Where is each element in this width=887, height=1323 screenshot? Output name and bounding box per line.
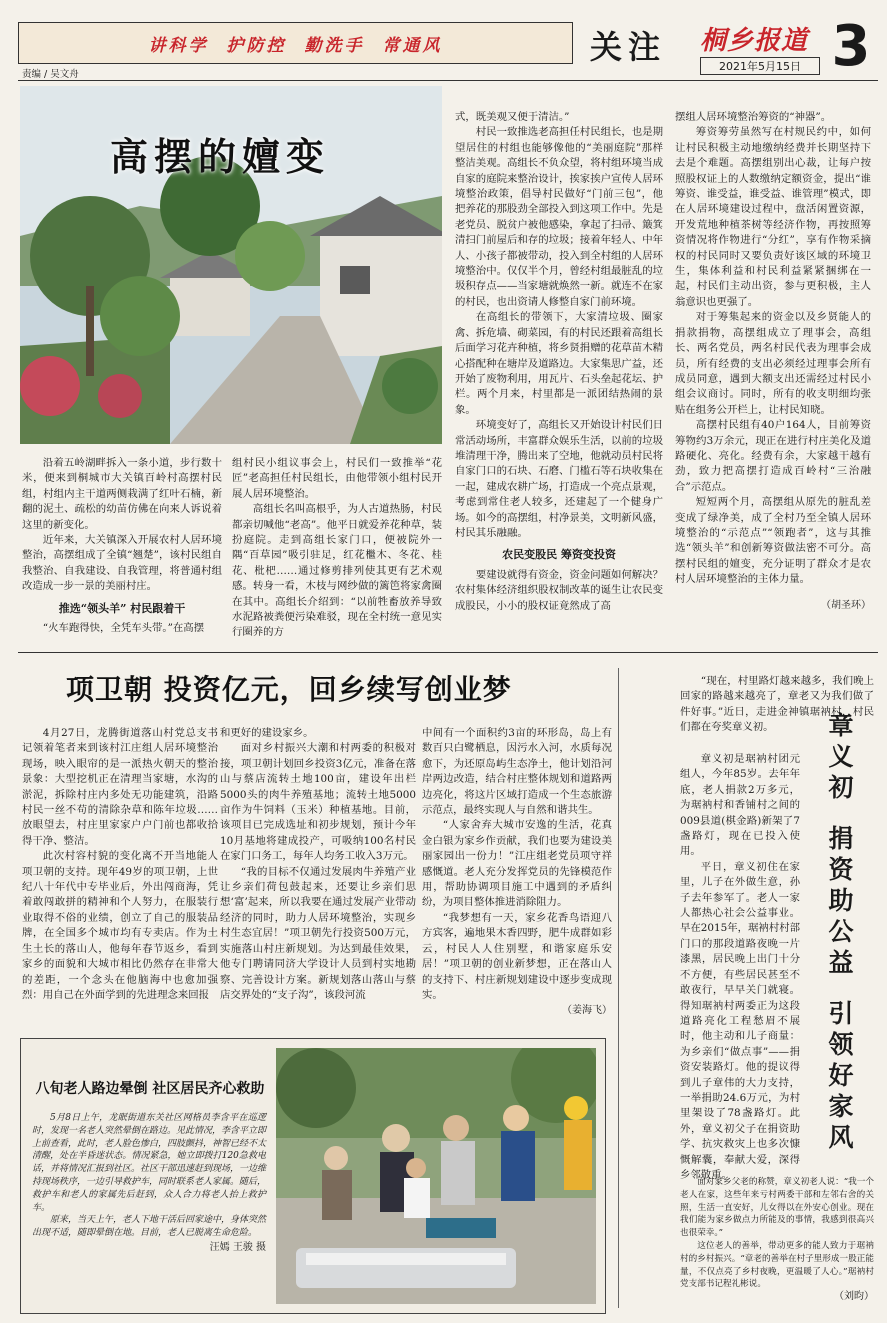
article1-col2 bbox=[232, 456, 442, 641]
photo-credit: 汪嫣 王骏 摄 bbox=[209, 1241, 266, 1253]
paragraph: 环境变好了，高组长又开始设计村民们日常活动场所，丰富群众娱乐生活，以前的垃圾堆清理干净，腾出来了空地，他就动员村民将自家门口的石块、石磨、门槛石等石块收集在一起，建成农耕广场，打造成一个亮点景观，考虑到常住老人较多，还建起了一个健身广场。如今的高摆组，村净景美，文明新风盛，村民其乐融融。 bbox=[455, 419, 663, 539]
paragraph: 筹资筹劳虽然写在村规民约中，如何让村民积极主动地缴纳经费并长期坚持下去是个难题。高摆组别出心裁，让每户按照股权证上的人数缴纳定额资金，提出“谁筹资、谁受益，谁受益、谁管理”模式，即在人居环境建设过程中，盘活闲置资源，开发荒地种植茶树等经济作物，再按照筹资情况将作物进行“分红”，享有作物采摘权的村民同时又要负责好该区域的环境卫生，集体利益和村民利益紧紧捆绑在一起，村民们主动出资，参与更积极，主人翁意识也更强了。 bbox=[675, 126, 871, 308]
paragraph: 对于筹集起来的资金以及乡贤能人的捐款捐物，高摆组成立了理事会，高组长、两名党员，两名村民代表为理事会成员，所有经费的支出必须经过理事会所有成员同意，遇到大额支出还需经过村民小组会议商讨。同时，所有的收支明细均张贴在组务公开栏上，让村民知晓。 bbox=[675, 311, 871, 416]
paragraph: 在高组长的带领下，大家清垃圾、圈家禽、拆危墙、砌菜园，有的村民还跟着高组长后面学习花卉种植，将乡贤捐赠的花草苗木精心搭配种在塘岸及道路边。大家集思广益，还开始了废物利用，用瓦片、石头垒起花坛、护栏。两个月来，村里都是一派团结热闹的景象。 bbox=[455, 311, 663, 416]
paragraph: 这位老人的善举，带动更多的能人致力于琚衲村的乡村振兴。“章老的善举在村子里形成一股正能量，不仅点亮了乡村夜晚，更温暖了人心。”琚衲村党支部书记程礼彬说。 bbox=[680, 1240, 874, 1290]
article4-body bbox=[32, 1112, 266, 1255]
article4-title: 八旬老人路边晕倒 社区居民齐心救助 bbox=[35, 1081, 265, 1097]
header-slogan-banner bbox=[18, 22, 573, 64]
paragraph: “现在，村里路灯越来越多，我们晚上回家的路越来越亮了，章老又为我们做了件好事。”近日，走进金神镇琚衲村，村民们都在夸奖章义初。 bbox=[680, 675, 874, 734]
paragraph: 高摆村民组有40户164人，目前筹资筹物约3万余元，现正在进行村庄美化及道路硬化、亮化。经费有余，大家越干越有劲，致力把高摆打造成百岭村“三治融合”示范点。 bbox=[675, 419, 871, 493]
header-rule bbox=[18, 80, 878, 81]
paragraph: “我的目标不仅通过发展肉牛养殖产业让乡亲们荷包鼓起来，还要让乡亲们思想‘富’起来，所以我要在通过发展产业带动经济的同时，助力人居环境整治，实现乡村生态宜居！”项卫朝先行投资500万元，实施落山村庄新规划。为达到最佳效果，他专门聘请同济大学设计人员到村实地勘察、完善设计方案。新规划落山落山与蔡店交界处的“支子沟”，该段河流 bbox=[220, 865, 416, 1001]
byline: （姜海飞） bbox=[562, 1005, 612, 1017]
paragraph: 面对家乡父老的称赞，章义初老人说：“我一个老人在家，这些年来亏村两委干部和左邻右舍的关照，生活一直安好，儿女得以在外安心创业。现在我们能为家乡做点力所能及的事情，我感到很高兴也很荣幸。” bbox=[680, 1177, 874, 1239]
masthead-logo: 桐乡报道 bbox=[700, 26, 809, 56]
paragraph: 摆组人居环境整治筹资的“神器”。 bbox=[675, 111, 832, 123]
paragraph: 此次村容村貌的变化离不开当地能人项卫朝的支持。现年49岁的项卫朝，上世纪八十年代中专毕业后，外出闯商海，凭着敢闯敢拼的精神和个人努力，在服装行业取得不俗的业绩，创立了自己的服装品牌，在全国多个城市均有专卖店。作为土生土长的落山人，他每年春节返乡，看到家乡的面貌和大城市相比仍然存在非常大的差距，一个念头在他脑海中也愈加强烈：用自己在外面学到的先进理念来回报 bbox=[22, 850, 218, 1001]
article2-title: 项卫朝 投资亿元，回乡续写创业梦 bbox=[66, 673, 512, 706]
paragraph: 面对乡村振兴大潮和村两委的积极对接，项卫朝计划回乡投资3亿元，准备在落山与蔡店流转土地100亩，建设年出栏5000头的肉牛养殖基地；流转土地5000亩作为牛饲料（玉米）种植基地。目前，该项目已完成选址和初步规划，预计今年10月基地将建成投产，可吸纳100名村民在家门口务工，每年人均务工收入3万元。 bbox=[220, 742, 416, 863]
slogan-2: 护防控 bbox=[226, 35, 287, 56]
article2-col3 bbox=[422, 726, 612, 1019]
paragraph: 和更好的建设家乡。 bbox=[220, 727, 314, 739]
page-number: 3 bbox=[831, 14, 871, 79]
paragraph: “人家舍弃大城市安逸的生活，花真金白银为家乡作贡献，我们也要为建设美丽家园出一份力！”江庄组老党员项守祥感慨道。老人充分发挥党员的先锋模范作用，帮助协调项目施工中遇到的矛盾纠纷，为项目整体推进消除阻力。 bbox=[422, 819, 612, 909]
article3-bottom bbox=[680, 1176, 874, 1304]
article1-title: 高摆的嬗变 bbox=[110, 134, 331, 179]
article1-col1 bbox=[22, 456, 222, 636]
paragraph: “火车跑得快，全凭车头带。”在高摆 bbox=[42, 622, 205, 635]
article2-col1 bbox=[22, 726, 218, 1003]
article2-col-rule bbox=[618, 668, 619, 1308]
paragraph: 中间有一个面积约3亩的环形岛，岛上有数百只白鹭栖息，因污水入河，水质每况愈下，为还原岛屿生态净土，他计划沿河岸两边改造，结合村庄整体规划和道路两边亮化，将这片区域打造成一个生态旅游示范点，最终实现人与自然和谐共生。 bbox=[422, 727, 612, 817]
paragraph: 式，既美观又便于清洁。” bbox=[455, 111, 570, 123]
editor-credit: 责编 / 吴文舟 bbox=[22, 69, 79, 80]
byline: （刘昀） bbox=[834, 1291, 874, 1303]
title-line-3: 引领好家风 bbox=[825, 1000, 854, 1155]
paragraph: 高组长名叫高根乎，为人古道热肠，村民都亲切喊他“老高”。他平日就爱养花种草，装扮庭院。走到高组长家门口，便被院外一隅“百草园”吸引驻足，红花檵木、冬花、桂花、枇杷……通过修剪排列使其更有艺术观感。转身一看，木枝与网纱做的篱笆将家禽圈在其中。高组长介绍到：“以前牲畜放养导致水泥路被粪便污染难驳，现在全村统一意见实行圈养的方 bbox=[232, 503, 442, 639]
article3-title bbox=[808, 712, 870, 1155]
issue-date: 2021年5月15日 bbox=[700, 57, 820, 75]
article3-left-col bbox=[680, 752, 800, 1183]
paragraph: 村民一致推选老高担任村民组长，也是期望居住的村组也能够像他的“美丽庭院”那样整洁美观。高组长不负众望，将村组环境当成自家的庭院来整治设计，挨家挨户宣传人居环境整治政策，倡导村民做好“门前三包”，他把养花的那股劲全部投入到这项工作中。先是老党员、脱贫户被他感染，拿起了扫帚、簸箕清扫门前屋后和存的垃圾；接着年轻人、中年人、小孩子都被带动，投入到全村组的人居环境整治中。仅仅半个月，曾经村组最脏乱的垃圾积存点——当家塘就焕然一新。就连不在家的村民，也出资请人修整自家门前环境。 bbox=[455, 126, 663, 308]
section-divider bbox=[18, 652, 878, 653]
paragraph: 要建设就得有资金，资金问题如何解决？农村集体经济组织股权制改革的诞生让农民变成股民，小小的股权证竟然成了高 bbox=[455, 568, 663, 612]
article1-col4 bbox=[675, 110, 871, 613]
paragraph: “我梦想有一天，家乡花香鸟语迎八方宾客，遍地果木香四野，肥牛成群如彩云，村民人人住别墅，和谐家庭乐安居！”项卫朝的创业新梦想，正在落山人的支持下、村庄新规划建设中逐步变成现实。 bbox=[422, 911, 612, 1001]
paragraph: 近年来，大关镇深入开展农村人居环境整治，高摆组成了全镇“翘楚”，该村民组自我整治、自我建设、自我管理，将普通村组改造成一步一景的美丽村庄。 bbox=[22, 534, 222, 593]
paragraph: 原来，当天上午，老人下地干活后回家途中，身体突然出现不适，随即晕倒在地。目前，老人已脱离生命危险。 bbox=[32, 1215, 267, 1239]
article2-col2 bbox=[220, 726, 416, 1003]
paragraph: 平日，章义初住在家里，儿子在外做生意，孙子去年参军了。老人一家人都热心社会公益事业。早在2015年，琚衲村村部门口的那段道路夜晚一片漆黑，居民晚上出门十分不方便，有些居民甚至不敢夜行，早早关门就寝。得知琚衲村两委正为这段道路亮化工程愁眉不展时，他主动和儿子商量：为乡亲们“做点事”——捐资安装路灯。他的提议得到儿子章伟的大力支持，一举捐助24.6万元，为村里架设了78盏路灯。此外，章义初父子在捐资助学、抗灾救灾上也多次慷慨解囊，奉献大爱，深得乡邻敬重。 bbox=[680, 860, 800, 1181]
paragraph: 5月8日上午，龙眠街道东关社区网格员李含平在巡逻时，发现一名老人突然晕倒在路边。见此情况，李含平立即上前查看，此时，老人脸色惨白，四肢颤抖，神智已经不太清醒，处在半昏迷状态。情况紧急，她立即拨打120急救电话，并将情况汇报到社区。社区干部迅速赶到现场，一边维持现场秩序，一边引导救护车，同时联系老人家属。随后，救护车和老人的家属先后赶到，众人合力将老人抬上救护车。 bbox=[32, 1113, 267, 1213]
slogan-3: 勤洗手 bbox=[304, 35, 365, 56]
paragraph: 短短两个月，高摆组从原先的脏乱差变成了绿净美，成了全村乃至全镇人居环境整治的“示范点”“领跑者”，这与其推选“领头羊”和创新筹资做法密不可分。高摆村民组的嬗变，充分证明了群众才是农村人居环境整治的主体力量。 bbox=[675, 496, 871, 586]
paragraph: 组村民小组议事会上，村民们一致推举“花匠”老高担任村民组长，由他带领小组村民开展人居环境整治。 bbox=[232, 457, 442, 500]
subheading: 推选“领头羊” 村民跟着干 bbox=[58, 601, 186, 615]
rescue-scene-photo bbox=[276, 1048, 596, 1304]
slogan-4: 常通风 bbox=[382, 35, 443, 56]
subheading: 农民变股民 筹资变投资 bbox=[502, 548, 616, 562]
paragraph: 章义初是琚衲村团元组人，今年85岁。去年年底，老人捐款2万多元，为琚衲村和香铺村之间的009县道(棋金路)新架了7盏路灯，现在已投入使用。 bbox=[680, 753, 800, 858]
paragraph: 4月27日，龙腾街道落山村党总支书记领着笔者来到该村江庄组人居环境整治现场，映入眼帘的是一派热火朝天的整治景象：大型挖机正在清理当家塘，水沟的淤泥，拆除村庄内多处无功能建筑，沿路村民一丝不苟的清除杂草和陈年垃圾……放眼望去，村庄里家家户户门前也都收拾得干净、整洁。 bbox=[22, 727, 218, 847]
section-label: 关注 bbox=[590, 28, 667, 66]
paragraph: 沿着五岭湖畔拆入一条小道，步行数十米，便来到桐城市大关镇百岭村高摆村民组，村组内主干道两侧栽满了红叶石楠，新翻的泥土、疏松的幼苗仿佛在向来人诉说着这里的新变化。 bbox=[22, 457, 222, 531]
byline: （胡圣环） bbox=[821, 599, 871, 611]
article1-col3 bbox=[455, 110, 663, 614]
title-line-2: 捐资助公益 bbox=[825, 825, 854, 980]
slogan-1: 讲科学 bbox=[148, 35, 209, 56]
title-line-1: 章义初 bbox=[825, 712, 854, 805]
